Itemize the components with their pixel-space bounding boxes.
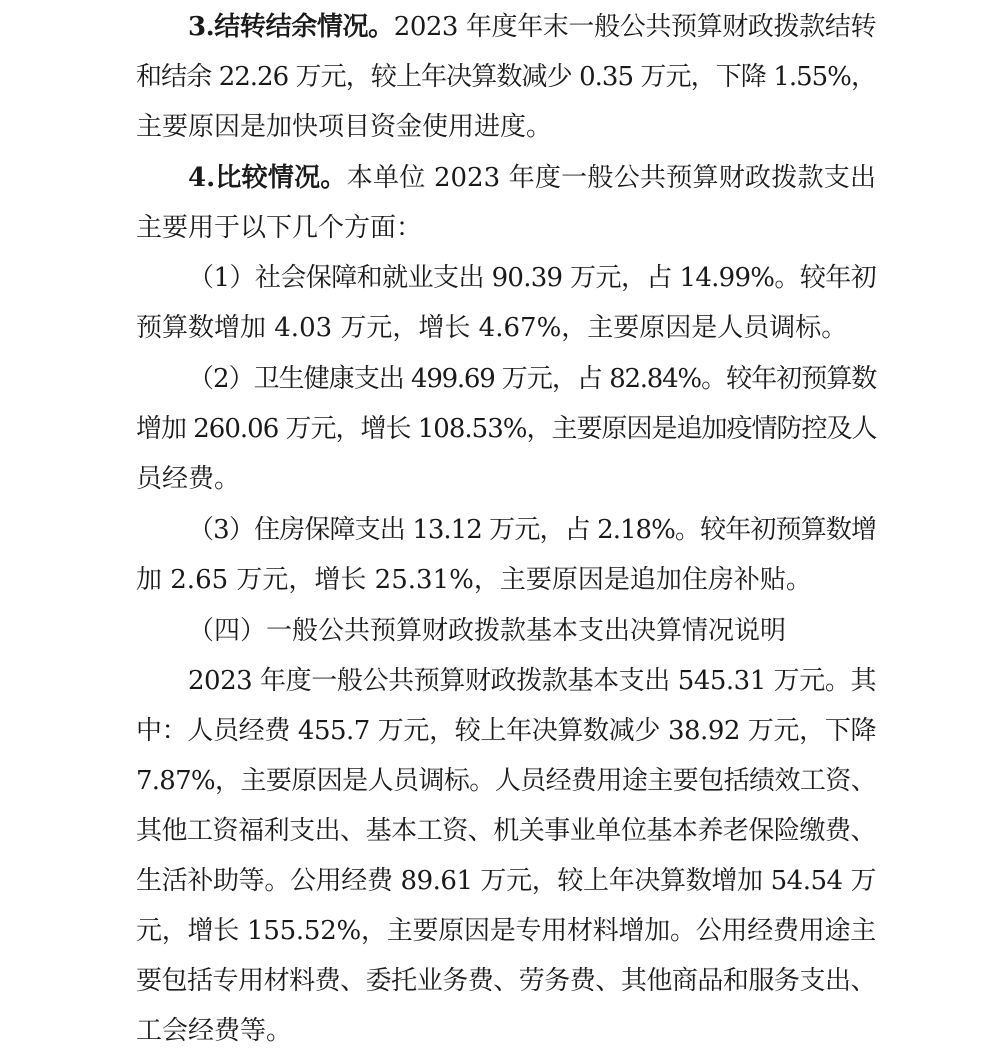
paragraph-line: 预算数增加 4.03 万元，增长 4.67%，主要原因是人员调标。	[136, 313, 848, 343]
paragraph-line: （2）卫生健康支出 499.69 万元，占 82.84%。较年初预算数	[188, 364, 876, 394]
paragraph-line: 主要用于以下几个方面：	[136, 213, 423, 243]
paragraph-line: 中：人员经费 455.7 万元，较上年决算数减少 38.92 万元，下降	[136, 716, 876, 746]
paragraph-line: 加 2.65 万元，增长 25.31%，主要原因是追加住房补贴。	[136, 565, 812, 595]
section-heading: 3.结转结余情况。	[188, 12, 394, 42]
paragraph-line: 元，增长 155.52%，主要原因是专用材料增加。公用经费用途主	[136, 916, 876, 946]
paragraph-line: （1）社会保障和就业支出 90.39 万元，占 14.99%。较年初	[188, 263, 876, 293]
paragraph-line: 生活补助等。公用经费 89.61 万元，较上年决算数增加 54.54 万	[136, 866, 876, 896]
paragraph-line: （3）住房保障支出 13.12 万元，占 2.18%。较年初预算数增	[188, 515, 876, 545]
paragraph-line: 要包括专用材料费、委托业务费、劳务费、其他商品和服务支出、	[136, 966, 876, 996]
paragraph-text: 2023 年度年末一般公共预算财政拨款结转	[393, 12, 876, 42]
paragraph-line: 主要原因是加快项目资金使用进度。	[136, 112, 553, 142]
paragraph-line: 2023 年度一般公共预算财政拨款基本支出 545.31 万元。其	[188, 666, 876, 696]
paragraph-line	[188, 161, 876, 195]
paragraph-text: 本单位 2023 年度一般公共预算财政拨款支出	[346, 163, 876, 193]
paragraph-line: 工会经费等。	[136, 1016, 293, 1046]
paragraph-line: 7.87%，主要原因是人员调标。人员经费用途主要包括绩效工资、	[136, 766, 876, 796]
section-title: （四）一般公共预算财政拨款基本支出决算情况说明	[188, 616, 787, 646]
paragraph-line: 和结余 22.26 万元，较上年决算数减少 0.35 万元，下降 1.55%，	[136, 62, 876, 92]
paragraph-line: 其他工资福利支出、基本工资、机关事业单位基本养老保险缴费、	[136, 816, 876, 846]
paragraph-line	[188, 10, 876, 44]
section-heading: 4.比较情况。	[188, 163, 347, 193]
paragraph-line: 员经费。	[136, 464, 241, 494]
paragraph-line: 增加 260.06 万元，增长 108.53%，主要原因是追加疫情防控及人	[136, 414, 877, 444]
